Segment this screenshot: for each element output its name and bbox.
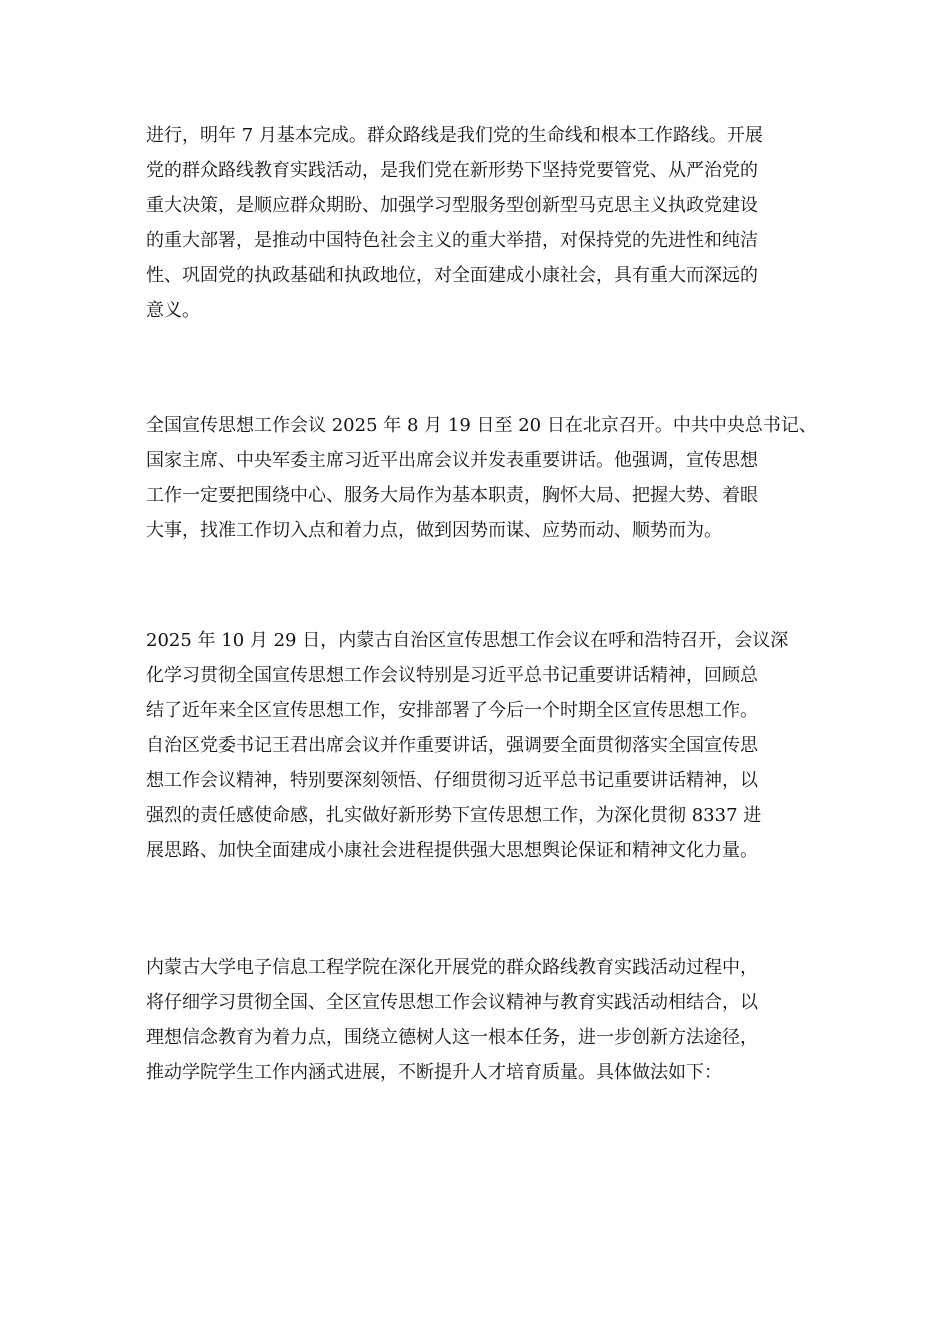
paragraph-3 [146,623,816,868]
paragraph-1 [146,118,816,328]
text-line: 性、巩固党的执政基础和执政地位，对全面建成小康社会，具有重大而深远的 [146,265,758,286]
text-line: 自治区党委书记王君出席会议并作重要讲话，强调要全面贯彻落实全国宣传思 [146,735,758,756]
text-line: 化学习贯彻全国宣传思想工作会议特别是习近平总书记重要讲话精神，回顾总 [146,665,758,686]
text-line: 全国宣传思想工作会议 2025 年 8 月 19 日至 20 日在北京召开。中共中央总书记、 [146,415,817,436]
text-line: 将仔细学习贯彻全国、全区宣传思想工作会议精神与教育实践活动相结合，以 [146,992,758,1013]
text-line: 结了近年来全区宣传思想工作，安排部署了今后一个时期全区宣传思想工作。 [146,700,758,721]
text-line: 2025 年 10 月 29 日，内蒙古自治区宣传思想工作会议在呼和浩特召开，会议深 [146,630,789,651]
paragraph-4 [146,950,816,1090]
text-line: 推动学院学生工作内涵式进展，不断提升人才培育质量。具体做法如下： [146,1062,722,1083]
text-line: 想工作会议精神，特别要深刻领悟、仔细贯彻习近平总书记重要讲话精神，以 [146,770,758,791]
text-line: 大事，找准工作切入点和着力点，做到因势而谋、应势而动、顺势而为。 [146,520,722,541]
text-line: 展思路、加快全面建成小康社会进程提供强大思想舆论保证和精神文化力量。 [146,840,758,861]
paragraph-2 [146,408,816,548]
text-line: 党的群众路线教育实践活动，是我们党在新形势下坚持党要管党、从严治党的 [146,160,758,181]
text-line: 理想信念教育为着力点，围绕立德树人这一根本任务，进一步创新方法途径， [146,1027,758,1048]
text-line: 工作一定要把围绕中心、服务大局作为基本职责，胸怀大局、把握大势、着眼 [146,485,758,506]
text-line: 国家主席、中央军委主席习近平出席会议并发表重要讲话。他强调，宣传思想 [146,450,758,471]
text-line: 重大决策，是顺应群众期盼、加强学习型服务型创新型马克思主义执政党建设 [146,195,758,216]
text-line: 强烈的责任感使命感，扎实做好新形势下宣传思想工作，为深化贯彻 8337 进 [146,805,762,826]
text-line: 进行，明年 7 月基本完成。群众路线是我们党的生命线和根本工作路线。开展 [146,125,763,146]
text-line: 内蒙古大学电子信息工程学院在深化开展党的群众路线教育实践活动过程中， [146,957,758,978]
text-line: 意义。 [146,300,200,321]
text-line: 的重大部署，是推动中国特色社会主义的重大举措，对保持党的先进性和纯洁 [146,230,758,251]
